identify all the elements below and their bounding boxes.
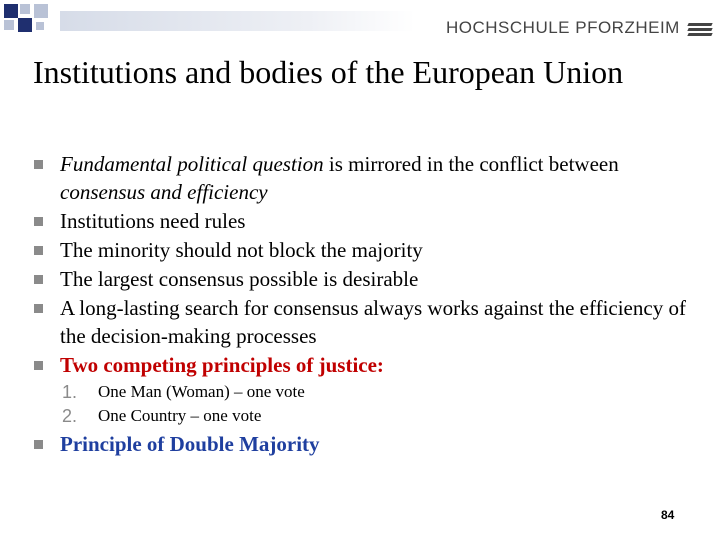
bullet-text: Principle of Double Majority (60, 432, 320, 456)
bullet-square-icon (34, 361, 43, 370)
bullet-item (34, 207, 704, 235)
slide-title: Institutions and bodies of the European Union (33, 54, 624, 90)
bullet-item-double-majority (34, 430, 704, 458)
university-logo (446, 16, 712, 40)
bullet-list (34, 150, 704, 459)
bullet-square-icon (34, 160, 43, 169)
logo-text: HOCHSCHULE PFORZHEIM (446, 18, 680, 37)
bullet-item (34, 150, 704, 206)
bullet-square-icon (34, 246, 43, 255)
sub-item-text: One Man (Woman) – one vote (98, 382, 305, 401)
bullet-square-icon (34, 217, 43, 226)
bullet-square-icon (34, 440, 43, 449)
sub-item (34, 404, 704, 428)
bullet-text: Institutions need rules (60, 209, 246, 233)
corner-decoration (0, 0, 60, 40)
sub-item-number: 2. (62, 406, 78, 426)
bullet-text: A long-lasting search for consensus always works against the efficiency of the decision-making processes (60, 296, 686, 348)
sub-item-number: 1. (62, 382, 78, 402)
sub-item (34, 380, 704, 404)
bullet-item (34, 236, 704, 264)
bullet-text: The largest consensus possible is desirable (60, 267, 419, 291)
bullet-text: The minority should not block the majority (60, 238, 423, 262)
bullet-text: Two competing principles of justice: (60, 353, 384, 377)
bullet-item (34, 265, 704, 293)
bullet-item (34, 294, 704, 350)
header-band (60, 11, 415, 31)
bullet-square-icon (34, 275, 43, 284)
logo-mark-icon (688, 21, 712, 35)
sub-item-text: One Country – one vote (98, 406, 262, 425)
bullet-square-icon (34, 304, 43, 313)
bullet-item-principles (34, 351, 704, 379)
bullet-italic: consensus and efficiency (60, 180, 268, 204)
bullet-text: is mirrored in the conflict between (323, 152, 619, 176)
page-number: 84 (661, 508, 675, 522)
bullet-italic: Fundamental political question (60, 152, 324, 176)
